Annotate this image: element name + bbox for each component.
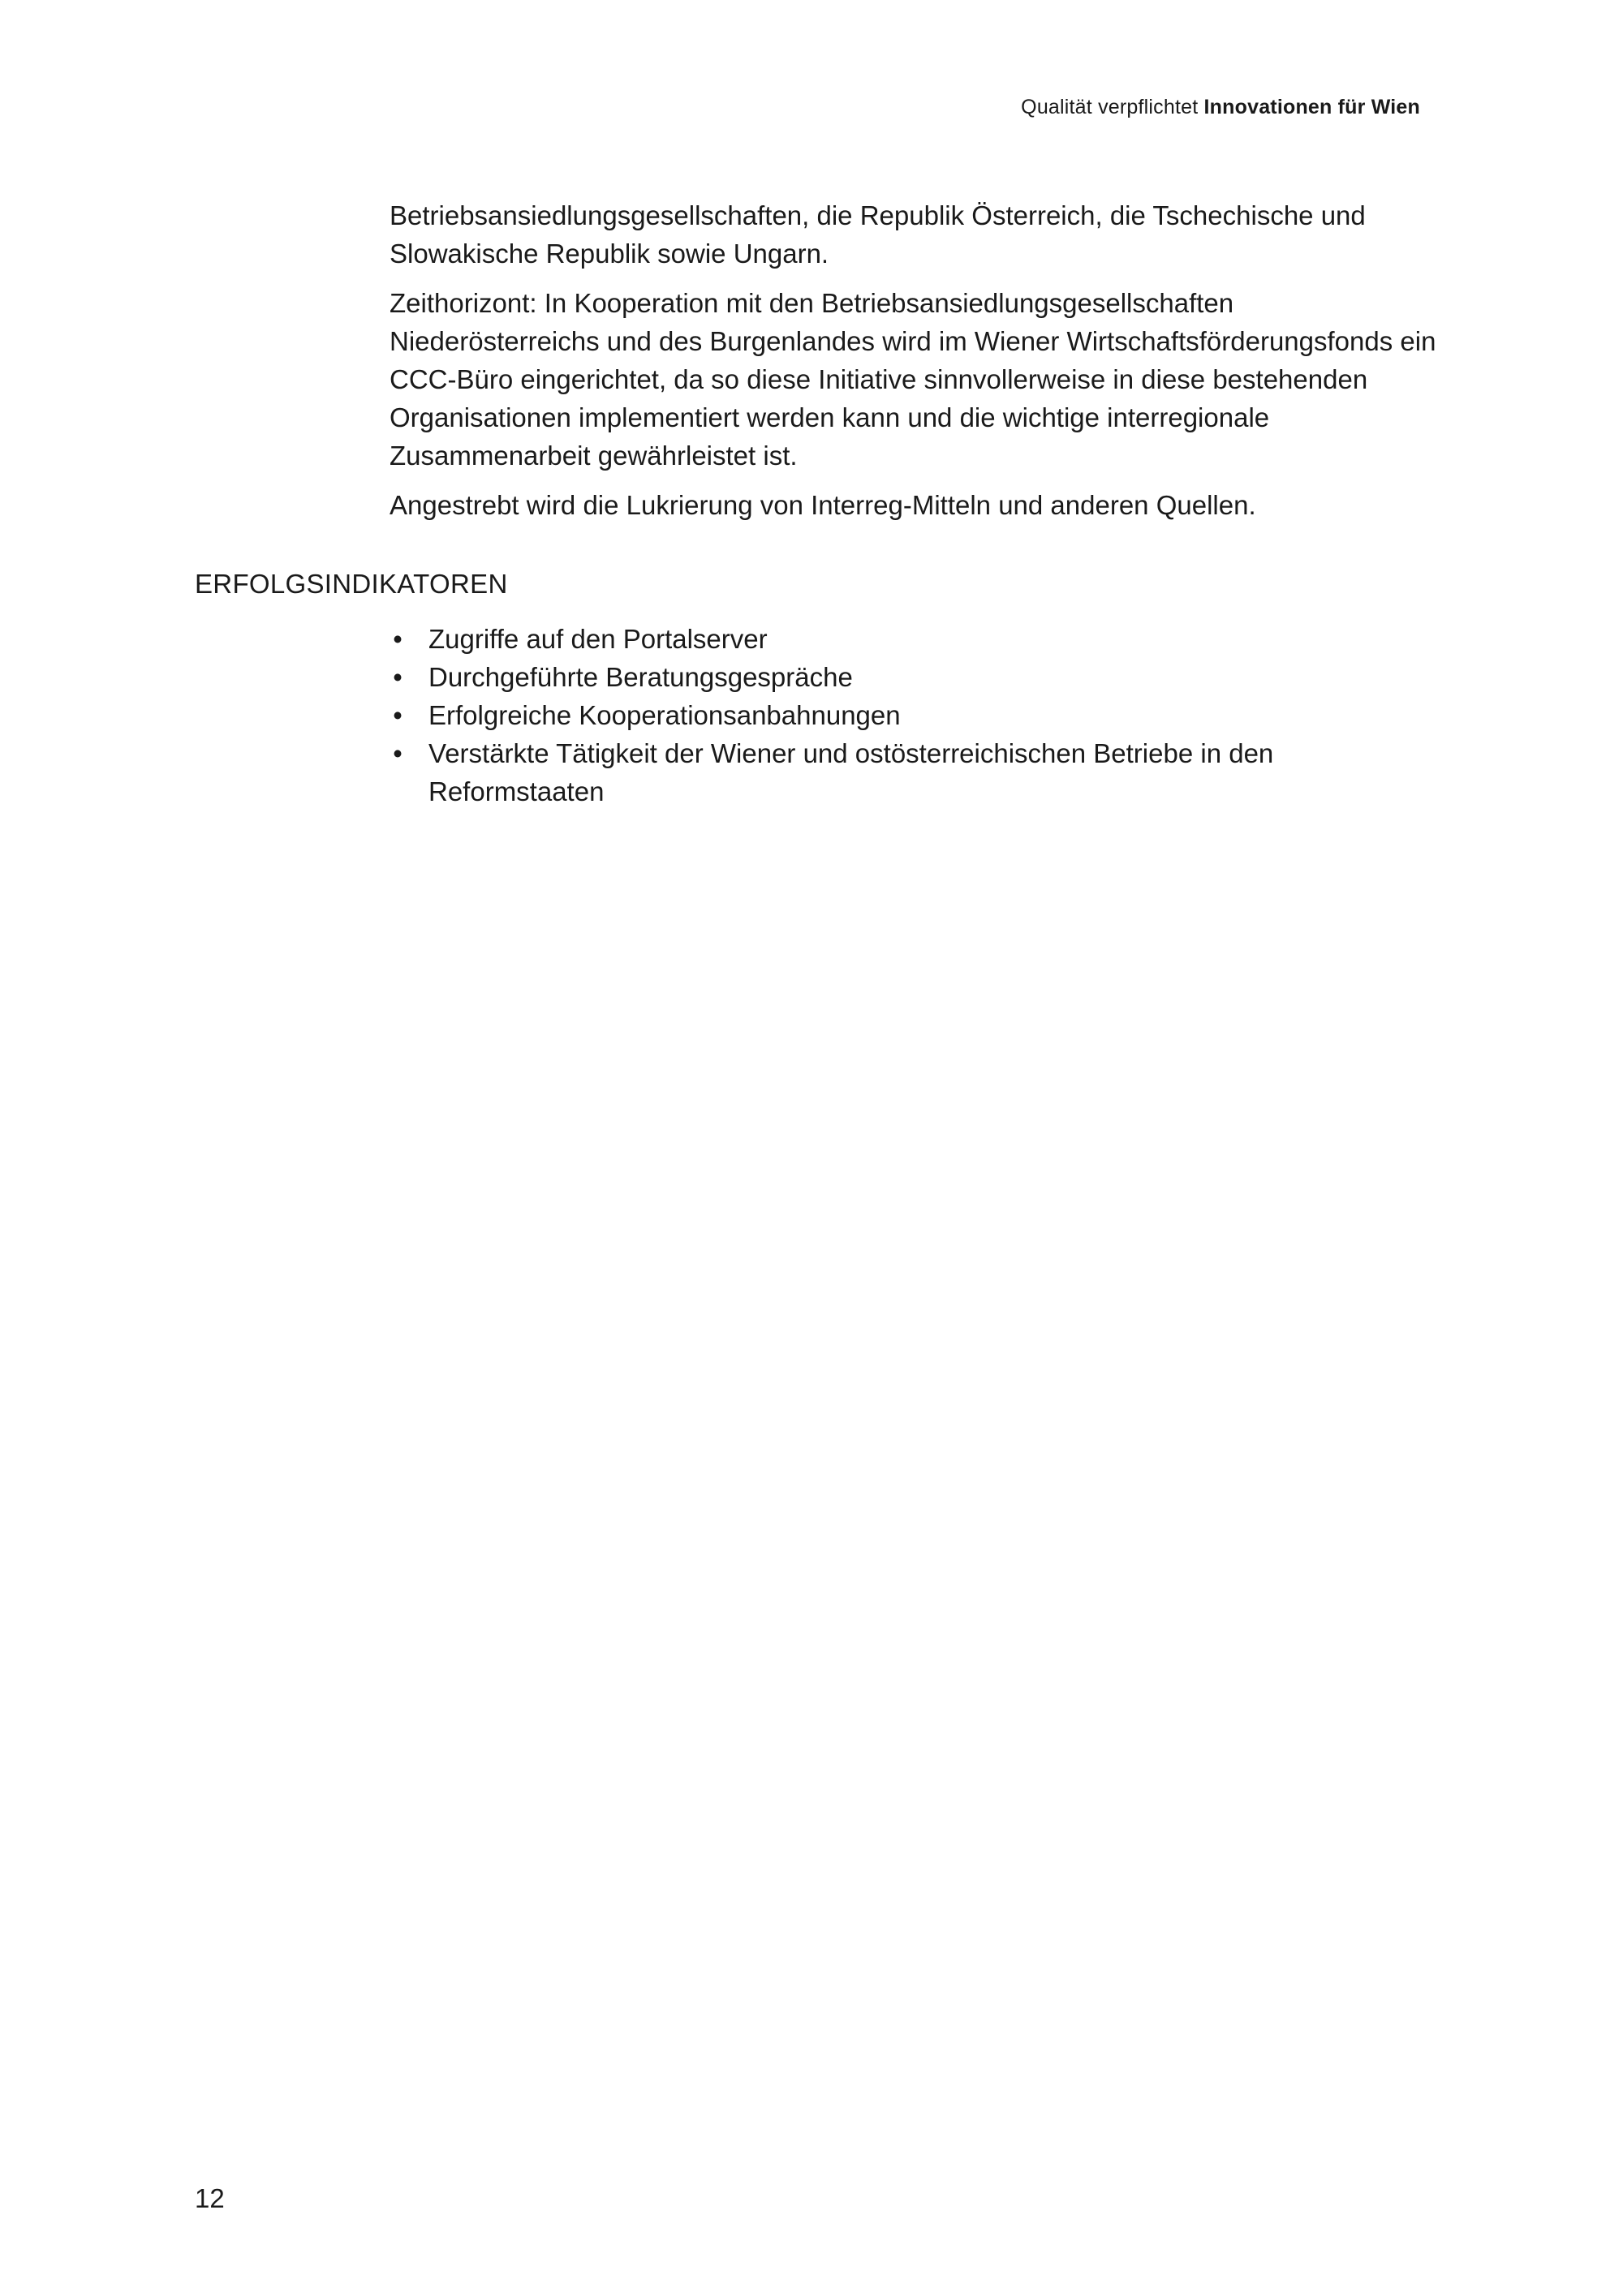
list-item-text: Erfolgreiche Kooperationsanbahnungen — [428, 700, 901, 730]
list-item — [390, 658, 1444, 696]
list-item-text: Durchgeführte Beratungsgespräche — [428, 662, 853, 692]
section-heading: ERFOLGSINDIKATOREN — [195, 569, 508, 599]
bullet-icon: • — [393, 662, 403, 692]
bullet-icon: • — [393, 624, 403, 654]
indicator-list — [390, 620, 1444, 810]
header-title: Innovationen für Wien — [1203, 96, 1420, 118]
list-item-text: Verstärkte Tätigkeit der Wiener und ostösterreichischen Betriebe in den Reformstaaten — [428, 738, 1274, 806]
paragraph: Angestrebt wird die Lukrierung von Interreg-Mitteln und anderen Quellen. — [390, 490, 1256, 520]
paragraph: Zeithorizont: In Kooperation mit den Betriebsansiedlungsgesellschaften Niederösterreichs und des Burgenlandes wird im Wiener Wirtschaftsförderungsfonds ein CCC-Büro eingerichtet, da so diese Initiative sinnvollerweise in diese bestehenden Organisationen implementiert werden kann und die wichtige interregionale Zusammenarbeit gewährleistet ist. — [390, 288, 1436, 471]
list-item — [390, 734, 1444, 810]
list-item-text: Zugriffe auf den Portalserver — [428, 624, 768, 654]
header-prefix: Qualität verpflichtet — [1021, 96, 1199, 118]
body-text — [390, 196, 1444, 535]
list-item — [390, 620, 1444, 658]
paragraph: Betriebsansiedlungsgesellschaften, die Republik Österreich, die Tschechische und Slowakische Republik sowie Ungarn. — [390, 200, 1366, 269]
bullet-icon: • — [393, 700, 403, 730]
page-number: 12 — [195, 2183, 225, 2213]
bullet-icon: • — [393, 738, 403, 768]
list-item — [390, 696, 1444, 734]
running-header — [1021, 96, 1420, 119]
